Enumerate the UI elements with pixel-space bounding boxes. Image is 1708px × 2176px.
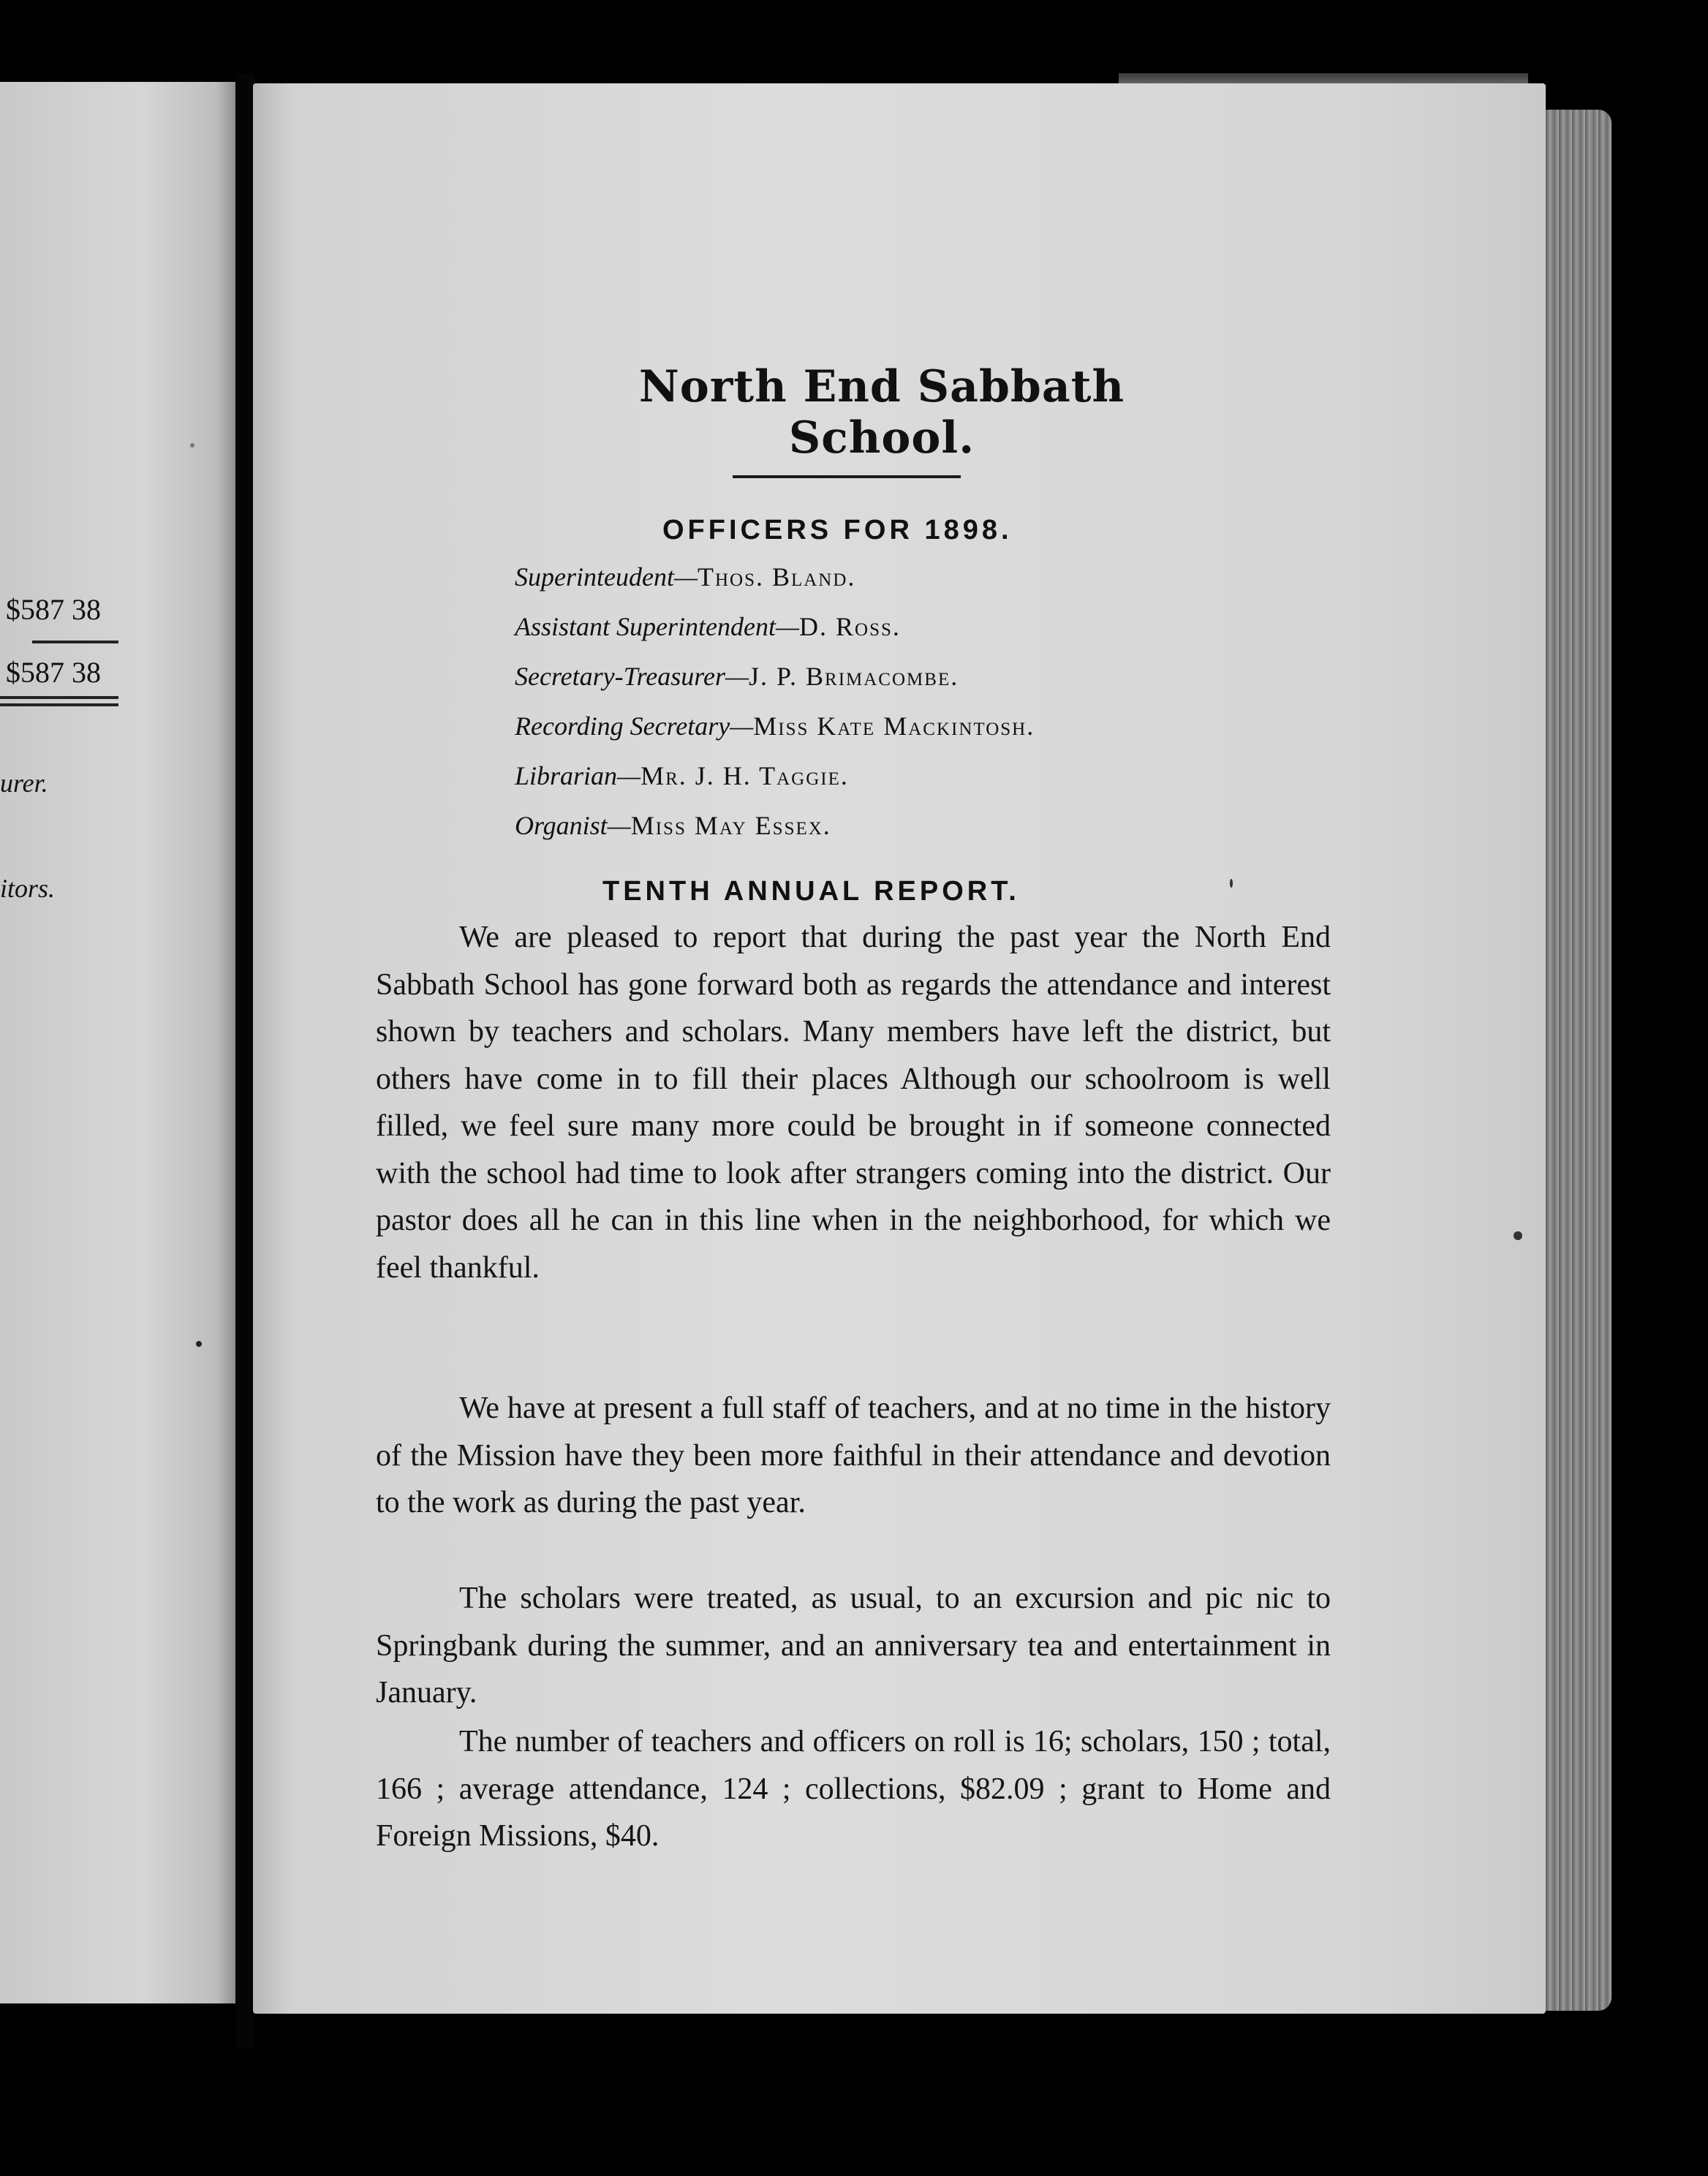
officer-role: Recording Secretary— [515, 711, 754, 741]
left-speck [190, 443, 194, 447]
report-paragraph: The scholars were treated, as usual, to an excursion and pic nic to Springbank during the summer, and an anniversary tea and entertainment in January. [376, 1582, 1331, 1710]
officer-line [515, 562, 855, 592]
page-edges [1546, 110, 1611, 2011]
left-double-rule-bottom [0, 703, 118, 706]
officer-role: Assistant Superintendent— [515, 612, 799, 641]
left-amount-balance: $587 38 [6, 656, 101, 689]
left-rule [32, 641, 118, 643]
left-double-rule-top [0, 696, 118, 699]
left-fragment-auditors: itors. [0, 874, 56, 903]
officer-line [515, 661, 959, 692]
left-speck [196, 1341, 202, 1347]
officer-line [515, 760, 849, 791]
report-heading: TENTH ANNUAL REPORT. [602, 876, 1020, 907]
page-speck [1514, 1231, 1522, 1240]
officer-role: Superinteudent— [515, 562, 698, 592]
page-speck [1230, 879, 1233, 888]
left-fragment-treasurer: urer. [0, 768, 48, 798]
officer-line [515, 611, 901, 642]
officers-heading: OFFICERS FOR 1898. [662, 515, 1013, 545]
officer-role: Librarian— [515, 761, 641, 790]
officer-name: Miss Kate Mackintosh. [753, 711, 1035, 741]
officer-name: Mr. J. H. Taggie. [640, 761, 849, 790]
report-paragraph-statistics: The number of teachers and officers on roll is 16; scholars, 150 ; total, 166 ; average attendance, 124 ; collections, $82.09 ; grant to Home and Foreign Missions, $40. [376, 1725, 1331, 1853]
officer-line [515, 810, 831, 841]
officer-name: D. Ross. [799, 612, 901, 641]
title-rule [733, 475, 961, 478]
report-paragraph: We have at present a full staff of teachers, and at no time in the history of the Mission have they been more faithful in their attendance and devotion to the work as during the past year. [376, 1391, 1331, 1519]
officer-name: J. P. Brimacombe. [748, 662, 959, 691]
left-amount-total: $587 38 [6, 593, 101, 626]
report-paragraph: We are pleased to report that during the past year the North End Sabbath School has gone forward both as regards the attendance and interest shown by teachers and scholars. Many members have left the district, but others have come in to fill their places Although our schoolroom is well filled, we feel sure many more could be brought in if someone connected with the school had time to look after strangers coming into the district. Our pastor does all he can in this line when in the neighborhood, for which we feel thankful. [376, 921, 1331, 1285]
officer-role: Organist— [515, 811, 631, 840]
page-title: North End Sabbath School. [638, 361, 1125, 464]
officer-name: Thos. Bland. [697, 562, 856, 592]
left-facing-page [0, 82, 235, 2003]
officer-name: Miss May Essex. [630, 811, 831, 840]
officer-role: Secretary-Treasurer— [515, 662, 749, 691]
book-gutter [235, 73, 254, 2047]
right-page [253, 83, 1546, 2014]
officer-line [515, 711, 1035, 741]
